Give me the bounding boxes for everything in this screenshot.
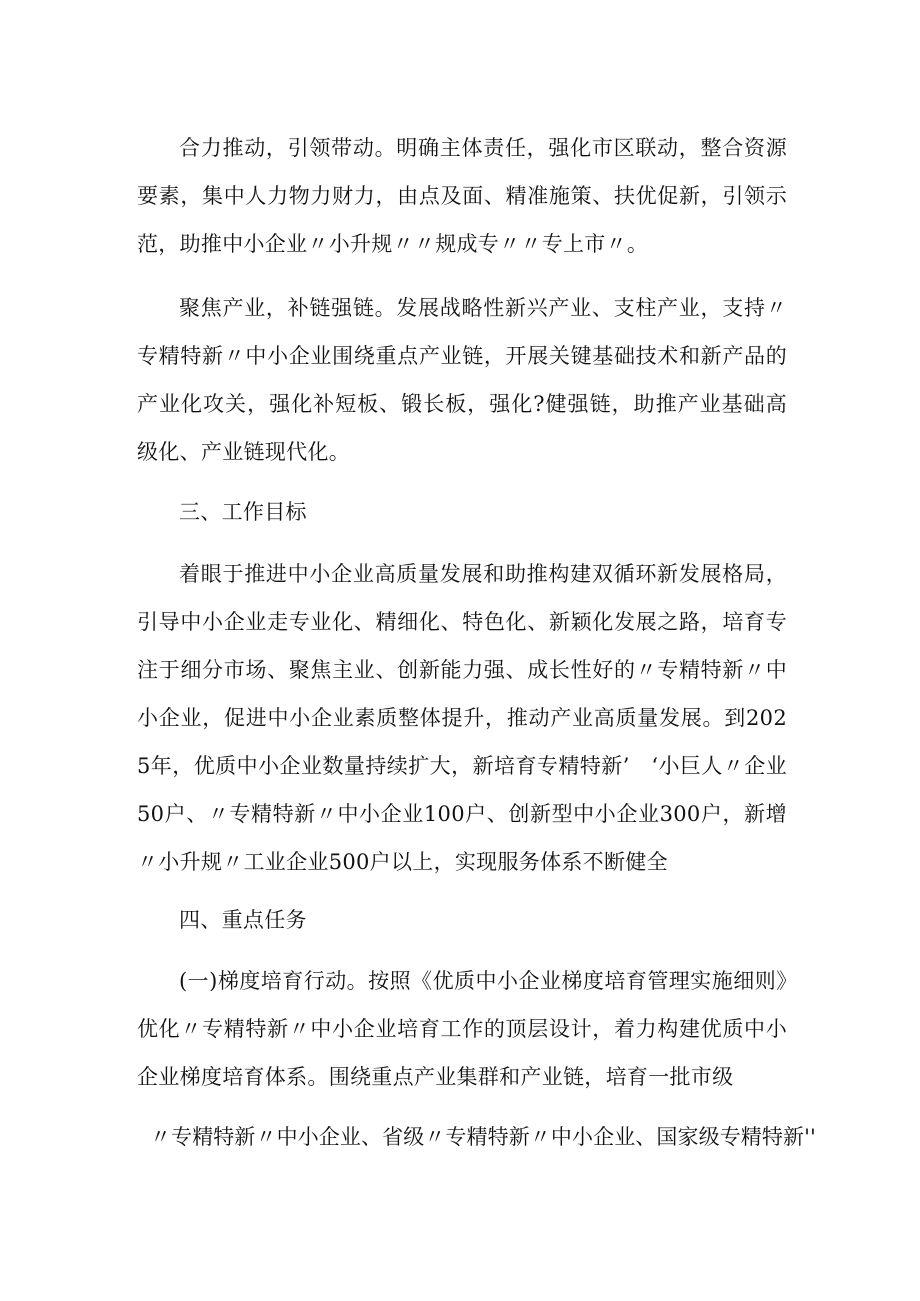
paragraph-continuation-line: 〃专精特新〃中小企业、省级〃专精特新〃中小企业、国家级专精特新'' xyxy=(150,1125,816,1149)
paragraph-industry-focus: 聚焦产业，补链强链。发展战略性新兴产业、支柱产业，支持〃专精特新〃中小企业围绕重点产业链，开展关键基础技术和新产品的产业化攻关，强化补短板、锻长板，强化?健强链，助推产业基础高级化、产业链现代化。 xyxy=(137,296,787,464)
section-heading-work-goals: 三、工作目标 xyxy=(179,500,307,524)
paragraph-work-goals: 着眼于推进中小企业高质量发展和助推构建双循环新发展格局，引导中小企业走专业化、精细化、特色化、新颖化发展之路，培育专注于细分市场、聚焦主业、创新能力强、成长性好的〃专精特新〃中小企业，促进中小企业素质整体提升，推动产业高质量发展。到2025年，优质中小企业数量持续扩大，新培育专精特新’ ‘小巨人〃企业50户、〃专精特新〃中小企业100户、创新型中小企业300户，新增〃小升规〃工业企业500户以上，实现服务体系不断健全 xyxy=(137,562,787,874)
paragraph-joint-promotion: 合力推动，引领带动。明确主体责任，强化市区联动，整合资源要素，集中人力物力财力，由点及面、精准施策、扶优促新，引领示范，助推中小企业〃小升规〃〃规成专〃〃专上市〃。 xyxy=(137,136,787,256)
section-heading-key-tasks: 四、重点任务 xyxy=(179,908,307,932)
paragraph-tiered-cultivation: (一)梯度培育行动。按照《优质中小企业梯度培育管理实施细则》优化〃专精特新〃中小企业培育工作的顶层设计，着力构建优质中小企业梯度培育体系。围绕重点产业集群和产业链，培育一批市级 xyxy=(137,969,787,1089)
